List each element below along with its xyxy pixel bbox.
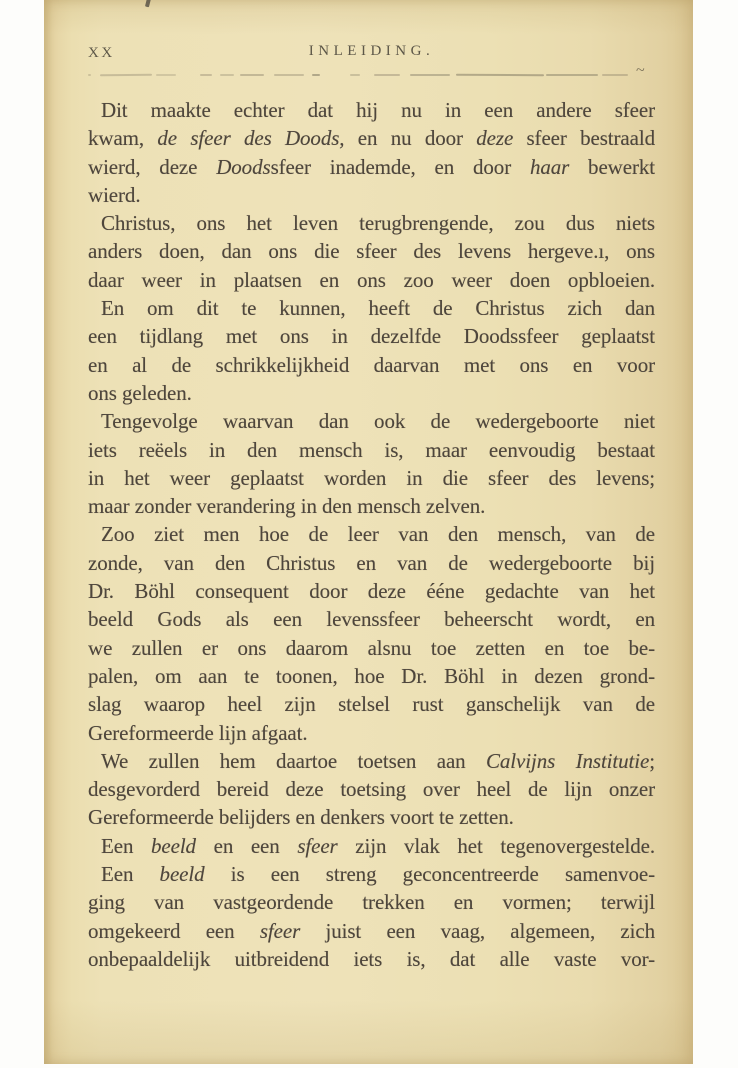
paragraph: [88, 294, 655, 407]
text-segment: Tengevolge waarvan dan ook de wedergeboorte niet: [101, 409, 655, 434]
text-segment: wierd.: [88, 182, 141, 207]
header-rule: [88, 62, 655, 79]
rule-segment: [312, 74, 320, 76]
text-segment: en nu door: [344, 126, 477, 151]
rule-segment: [350, 74, 360, 76]
text-line: [88, 153, 655, 181]
text-line: [88, 803, 655, 831]
text-line: [88, 945, 655, 973]
text-line: [88, 662, 655, 690]
text-segment: we zullen er ons daarom alsnu toe zetten en toe be-: [88, 635, 655, 660]
italic-text: de sfeer des Doods,: [157, 126, 345, 151]
text-segment: Christus, ons het leven terugbrengende, zou dus niets: [101, 211, 655, 236]
rule-segment: [274, 74, 304, 76]
rule-segment: [546, 74, 598, 76]
paragraph: [88, 209, 655, 294]
text-segment: palen, om aan te toonen, hoe Dr. Böhl in dezen grond-: [88, 663, 655, 688]
text-segment: en een: [195, 833, 298, 858]
text-segment: is een streng geconcentreerde samenvoe-: [204, 862, 655, 887]
text-segment: Gereformeerde belijders en denkers voort te zetten.: [88, 805, 514, 830]
text-line: [88, 492, 655, 520]
book-page: [44, 0, 693, 1064]
text-line: [88, 294, 655, 322]
rule-segment: [100, 74, 152, 76]
italic-text: sfeer: [259, 918, 301, 943]
text-line: [88, 605, 655, 633]
text-line: [88, 775, 655, 803]
text-segment: juist een vaag, algemeen, zich: [300, 918, 655, 943]
text-line: [88, 266, 655, 294]
text-segment: zonde, van den Christus en van de wedergeboorte bij: [88, 550, 655, 575]
text-segment: sfeer bestraald: [513, 126, 655, 151]
text-line: [88, 719, 655, 747]
text-line: [88, 96, 655, 124]
text-segment: kwam,: [88, 126, 158, 151]
text-segment: Een: [101, 833, 151, 858]
text-segment: en al de schrikkelijkheid daarvan met ons en voor: [88, 352, 655, 377]
rule-segment: [374, 74, 400, 76]
italic-text: Doods: [216, 154, 271, 179]
text-line: [88, 747, 655, 775]
text-segment: slag waarop heel zijn stelsel rust ganschelijk van de: [88, 692, 655, 717]
text-segment: omgekeerd een: [88, 918, 260, 943]
text-line: [88, 577, 655, 605]
rule-segment: [240, 74, 264, 76]
text-segment: Een: [101, 862, 160, 887]
rule-segment: [410, 74, 450, 76]
text-segment: onbepaaldelijk uitbreidend iets is, dat alle vaste vor-: [88, 946, 655, 971]
rule-squiggle: ~: [636, 62, 645, 79]
text-line: [88, 436, 655, 464]
rule-segment: [88, 74, 91, 76]
paragraph: [88, 96, 655, 209]
italic-text: haar: [529, 154, 570, 179]
page-number: XX: [88, 45, 115, 61]
text-segment: een tijdlang met ons in dezelfde Doodssfeer geplaatst: [88, 324, 655, 349]
italic-text: beeld: [159, 862, 205, 887]
text-segment: anders doen, dan ons die sfeer des levens hergeve.ı, ons: [88, 239, 655, 264]
paragraph: [88, 747, 655, 832]
text-line: [88, 464, 655, 492]
text-segment: Gereformeerde lijn afgaat.: [88, 720, 308, 745]
text-line: [88, 549, 655, 577]
text-segment: beeld Gods als een levenssfeer beheerscht wordt, en: [88, 607, 655, 632]
text-segment: ons geleden.: [88, 380, 192, 405]
text-block: [88, 96, 655, 973]
text-line: [88, 690, 655, 718]
text-segment: bewerkt: [569, 154, 655, 179]
text-line: [88, 832, 655, 860]
scan-artifact-mark: [145, 0, 151, 7]
text-segment: En om dit te kunnen, heeft de Christus zich dan: [101, 296, 655, 321]
text-segment: Dr. Böhl consequent door deze ééne gedachte van het: [88, 579, 655, 604]
paragraph: [88, 832, 655, 860]
running-head: [88, 42, 655, 64]
rule-segment: [220, 74, 234, 76]
text-line: [88, 888, 655, 916]
text-segment: in het weer geplaatst worden in die sfeer des levens;: [88, 465, 655, 490]
text-line: [88, 407, 655, 435]
rule-segment: [602, 74, 628, 76]
text-segment: Dit maakte echter dat hij nu in een andere sfeer: [101, 98, 655, 122]
text-line: [88, 917, 655, 945]
rule-segment: [156, 74, 176, 76]
text-segment: sfeer inademde, en door: [270, 154, 530, 179]
text-segment: We zullen hem daartoe toetsen aan: [101, 748, 486, 773]
paragraph: [88, 520, 655, 746]
italic-text: Calvijns Institutie: [485, 748, 650, 773]
text-line: [88, 124, 655, 152]
rule-segment: [456, 74, 544, 76]
text-line: [88, 860, 655, 888]
italic-text: sfeer: [297, 833, 338, 858]
text-line: [88, 237, 655, 265]
text-line: [88, 209, 655, 237]
text-segment: iets reëels in den mensch is, maar eenvoudig bestaat: [88, 437, 655, 462]
rule-segment: [200, 74, 212, 76]
text-line: [88, 634, 655, 662]
text-line: [88, 181, 655, 209]
text-segment: wierd, deze: [88, 154, 217, 179]
running-title: INLEIDING.: [308, 43, 435, 59]
text-segment: daar weer in plaatsen en ons zoo weer doen opbloeien.: [88, 267, 655, 292]
text-segment: desgevorderd bereid deze toetsing over heel de lijn onzer: [88, 777, 655, 802]
italic-text: beeld: [150, 833, 196, 858]
text-segment: Zoo ziet men hoe de leer van den mensch, van de: [101, 522, 655, 547]
paragraph: [88, 407, 655, 520]
text-line: [88, 520, 655, 548]
text-segment: zijn vlak het tegenovergestelde.: [337, 833, 655, 858]
text-line: [88, 351, 655, 379]
text-segment: ;: [649, 748, 655, 773]
paragraph: [88, 860, 655, 973]
text-line: [88, 322, 655, 350]
text-segment: ging van vastgeordende trekken en vormen; terwijl: [88, 890, 655, 915]
italic-text: deze: [476, 126, 514, 151]
text-line: [88, 379, 655, 407]
text-segment: maar zonder verandering in den mensch zelven.: [88, 494, 486, 519]
